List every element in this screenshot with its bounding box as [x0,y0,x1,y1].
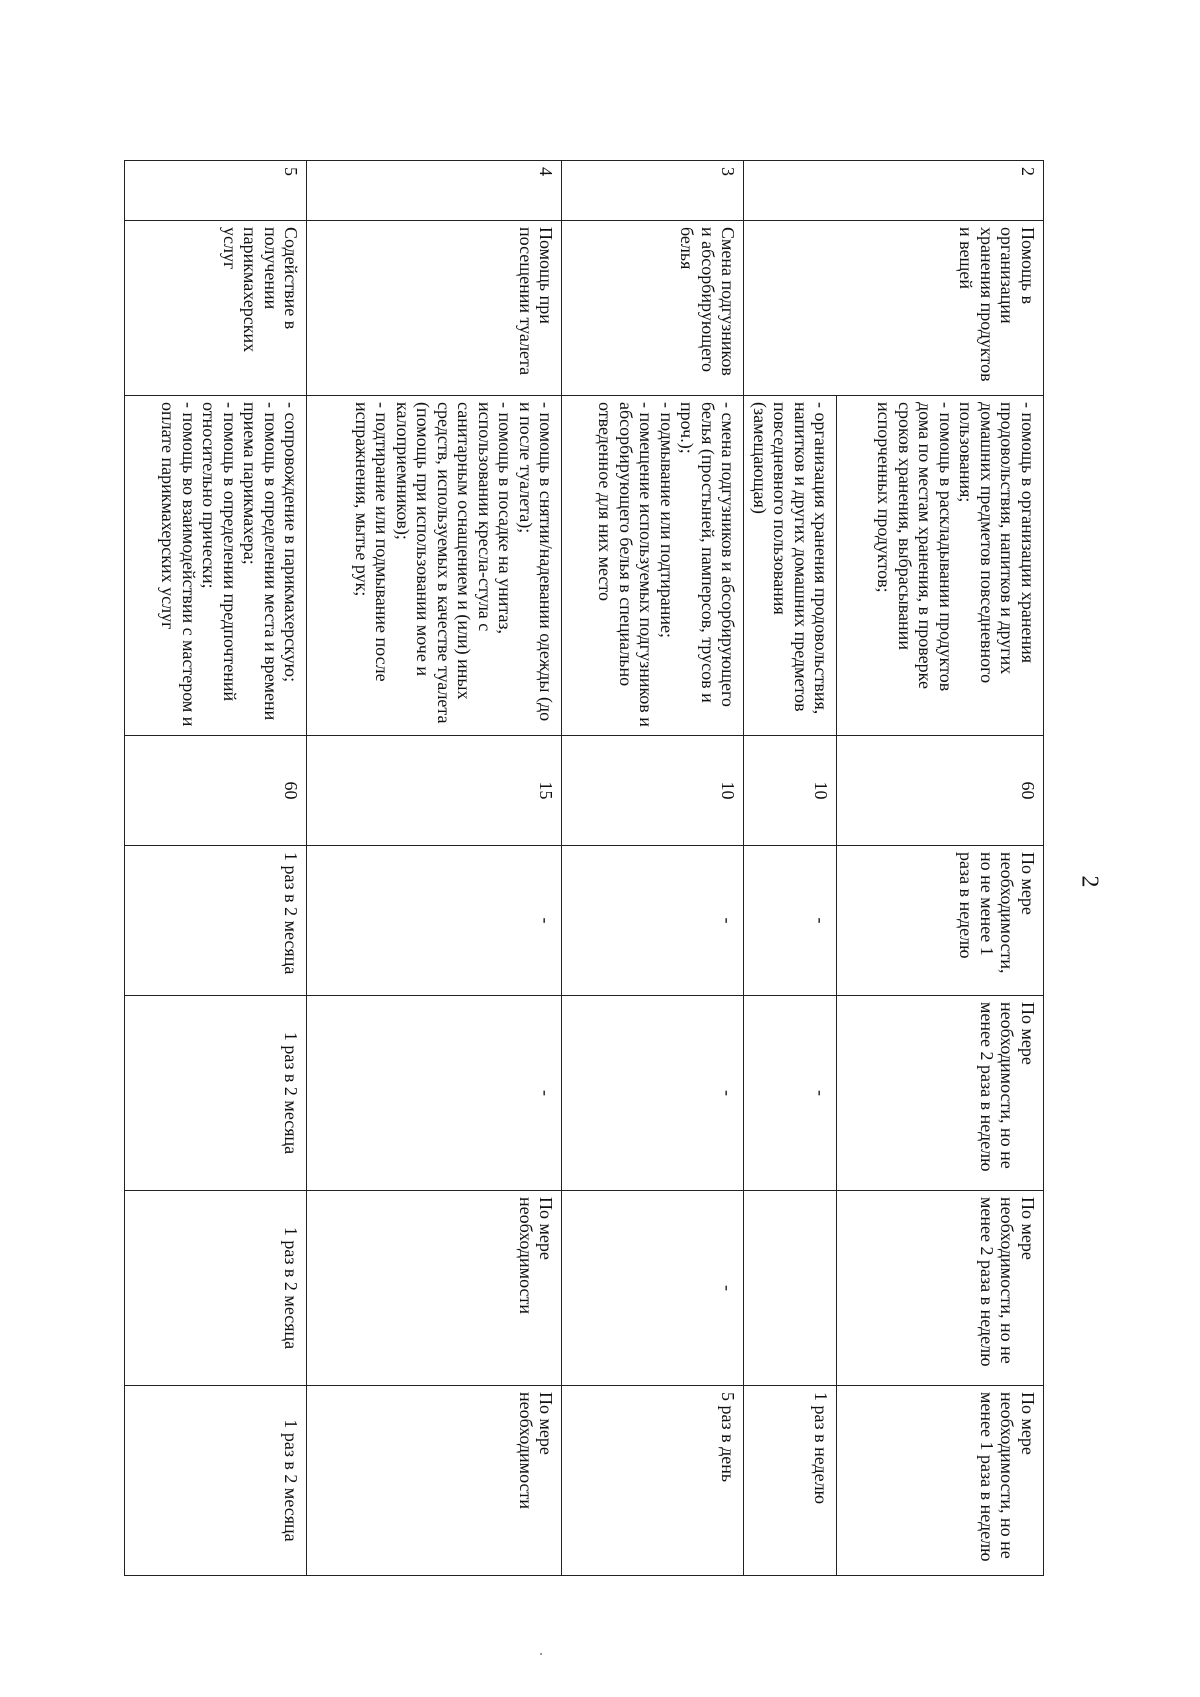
rotated-table-wrapper [124,160,1044,1575]
frequency-cell: 1 раз в 2 месяца [125,1191,307,1386]
action-item: - организация хранения продовольствия, напитков и других домашних предметов повседневного пользования (замещающая) [750,402,832,715]
service-name: Помощь при посещении туалета [307,221,562,396]
action-item: - помещение используемых подгузников и абсорбирующего белья в специально отведенное для них место [595,402,657,727]
duration-cell: 60 [837,736,1044,846]
duration-cell: 15 [307,736,562,846]
row-number: 5 [125,161,307,221]
service-name: Содействие в получении парикмахерских услуг [125,221,307,396]
row-number: 4 [307,161,562,221]
action-item: - подтирание или подмывание после испражнения, мытье рук; [351,402,393,682]
action-item: - помощь в снятии/надевании одежды (до и после туалета); [515,402,557,722]
frequency-cell: - [744,996,837,1191]
row-number: 3 [562,161,744,221]
frequency-cell: По мере необходимости [307,1386,562,1576]
action-item: - подмывание или подтирание; [657,402,677,639]
frequency-cell: 1 раз в 2 месяца [125,846,307,996]
frequency-cell: По мере необходимости, но не менее 1 раза в неделю [837,846,1044,996]
action-item: - помощь в раскладывании продуктов дома по местам хранения, в проверке сроков хранения, выбрасывании испорченных продуктов; [874,402,956,692]
action-item: - помощь в организации хранения продовольствия, напитков и других домашних предметов повседневного пользования; [956,402,1038,684]
frequency-cell: - [562,996,744,1191]
frequency-cell: 1 раз в 2 месяца [125,1386,307,1576]
frequency-cell: - [562,1191,744,1386]
frequency-cell: - [744,846,837,996]
action-item: - помощь в посадке на унитаз, использовании кресла-стула с санитарным оснащением и (или) иных средств, используемых в качестве туалета (помощь при использовании моче и калоприемников); [392,402,516,724]
action-item: - помощь в определении предпочтений относительно прически; [199,402,240,702]
service-actions [744,396,837,736]
table-row [837,161,1044,1576]
frequency-cell: 5 раз в день [562,1386,744,1576]
action-item: - сопровождение в парикмахерскую; [281,402,302,683]
page-number: 2 [1076,875,1103,888]
row-number: 2 [744,161,1044,221]
table-row [307,161,562,1576]
duration-cell: 10 [744,736,837,846]
duration-cell: 60 [125,736,307,846]
service-actions [562,396,744,736]
action-item: - помощь в определении места и времени приема парикмахера; [240,402,281,721]
frequency-cell: По мере необходимости, но не менее 2 раза в неделю [837,996,1044,1191]
frequency-cell: По мере необходимости [307,1191,562,1386]
frequency-cell: По мере необходимости, но не менее 2 раза в неделю [837,1191,1044,1386]
action-item: - смена подгузников и абсорбирующего белья (простыней, памперсов, трусов и проч.); [677,402,739,707]
scan-speck [540,1653,542,1655]
duration-cell: 10 [562,736,744,846]
action-item: - помощь во взаимодействии с мастером и оплате парикмахерских услуг [158,402,199,727]
service-name: Смена подгузников и абсорбирующего белья [562,221,744,396]
service-actions [307,396,562,736]
frequency-cell: - [307,846,562,996]
frequency-cell: 1 раз в неделю [744,1386,837,1576]
frequency-cell [744,1191,837,1386]
service-actions [125,396,307,736]
frequency-cell: 1 раз в 2 месяца [125,996,307,1191]
service-actions [837,396,1044,736]
frequency-cell: - [562,846,744,996]
services-table [124,160,1044,1576]
table-row [125,161,307,1576]
service-name: Помощь в организации хранения продуктов и вещей [744,221,1044,396]
table-row [562,161,744,1576]
frequency-cell: По мере необходимости, но не менее 1 раза в неделю [837,1386,1044,1576]
frequency-cell: - [307,996,562,1191]
